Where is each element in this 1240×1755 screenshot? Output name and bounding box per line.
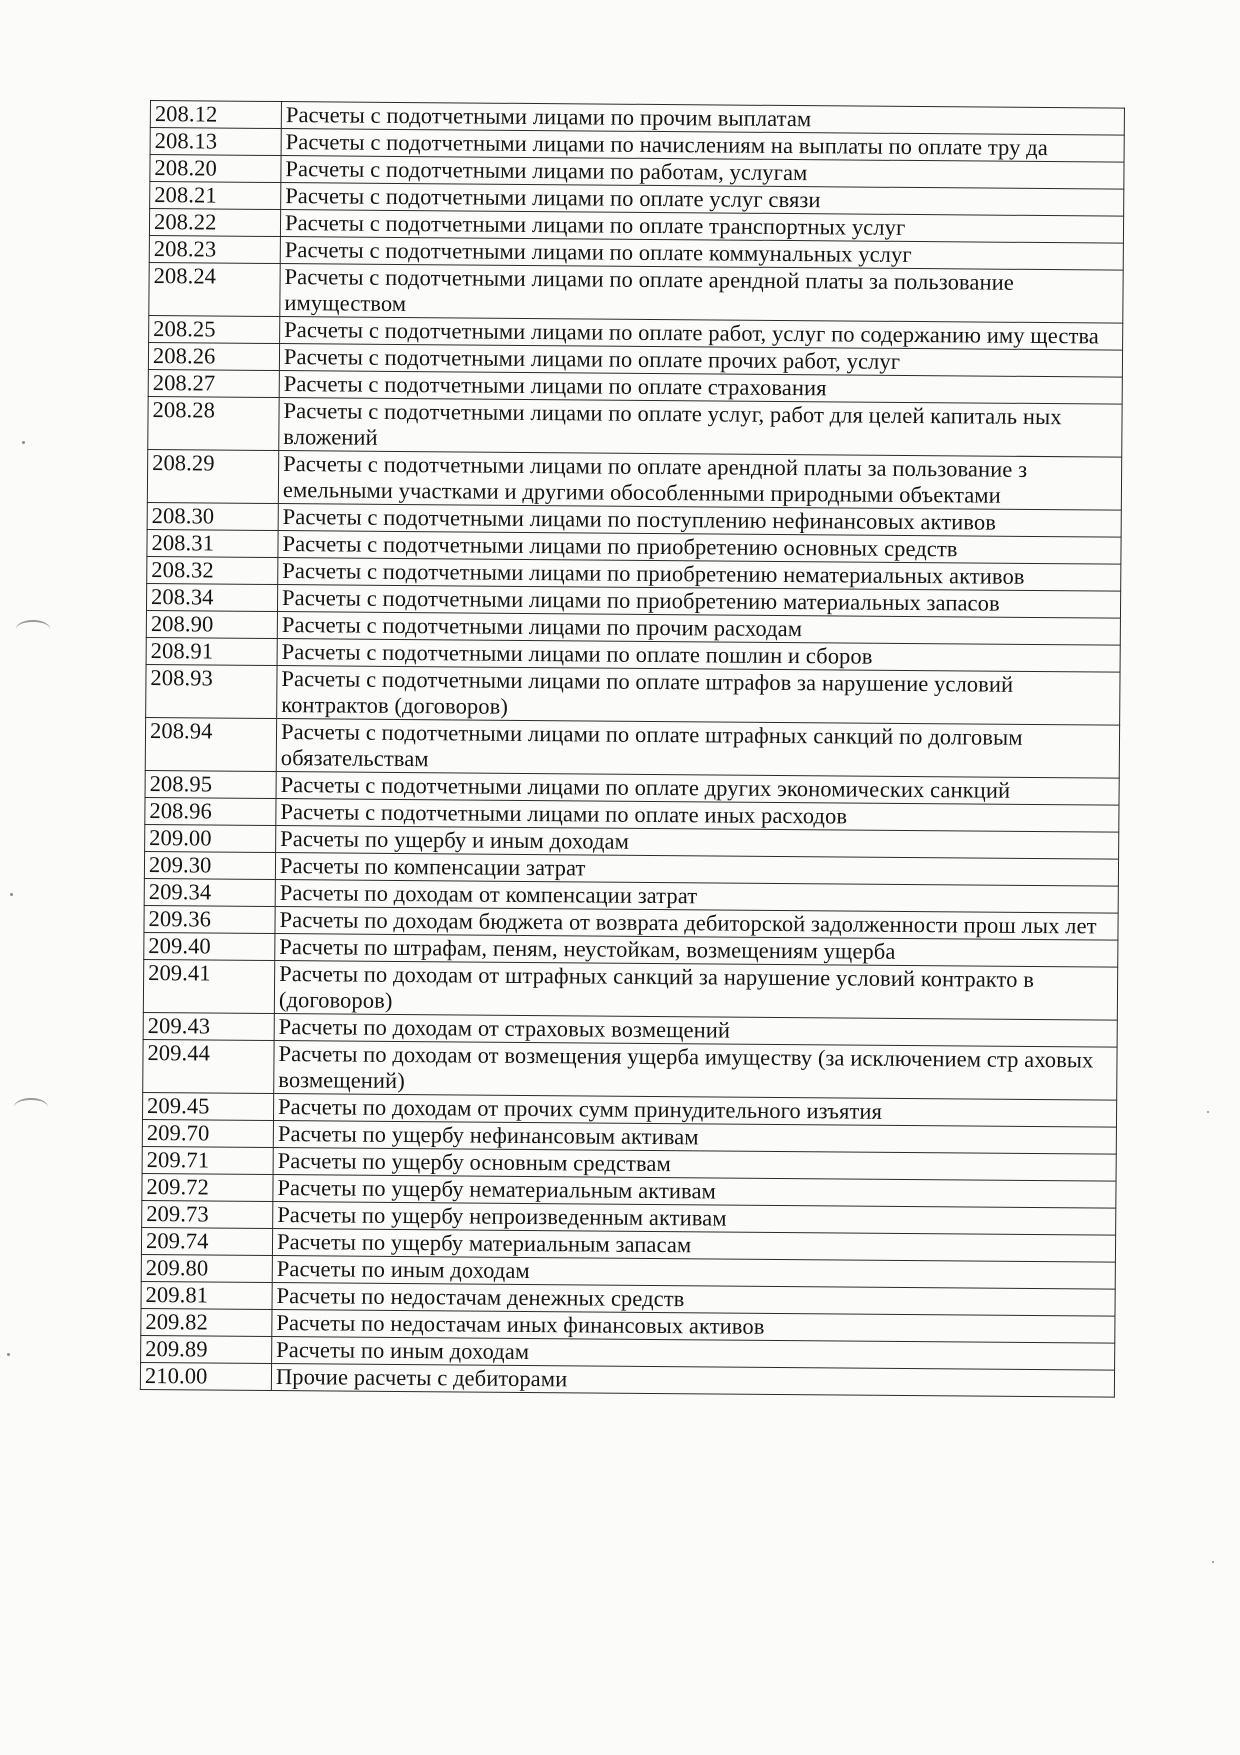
account-code: 209.73	[142, 1200, 273, 1228]
account-code: 208.21	[150, 182, 281, 210]
account-code: 209.45	[142, 1092, 273, 1120]
account-description: Расчеты с подотчетными лицами по приобретению основных средств	[278, 531, 1121, 565]
account-code: 208.22	[149, 209, 280, 237]
account-code: 209.82	[141, 1308, 272, 1336]
account-code: 208.94	[145, 717, 276, 771]
account-description: Расчеты по доходам от компенсации затрат	[275, 880, 1118, 914]
account-description: Расчеты по недостачам иных финансовых активов	[272, 1309, 1115, 1343]
account-description: Расчеты с подотчетными лицами по оплате услуг связи	[281, 183, 1124, 217]
account-description: Расчеты с подотчетными лицами по оплате коммунальных услуг	[280, 237, 1123, 271]
account-description: Расчеты с подотчетными лицами по оплате услуг, работ для целей капиталь ных вложений	[279, 398, 1122, 458]
account-description: Расчеты с подотчетными лицами по оплате иных расходов	[276, 799, 1119, 833]
account-description: Расчеты с подотчетными лицами по работам, услугам	[281, 156, 1124, 190]
account-description: Расчеты по ущербу и иным доходам	[276, 826, 1119, 860]
account-code: 208.34	[146, 583, 277, 611]
account-code: 209.36	[144, 905, 275, 933]
account-code: 208.96	[145, 797, 276, 825]
account-description: Расчеты по недостачам денежных средств	[272, 1282, 1115, 1316]
account-description: Расчеты с подотчетными лицами по оплате других экономических санкций	[276, 772, 1119, 806]
account-description: Расчеты по ущербу непроизведенным активам	[273, 1201, 1116, 1235]
account-code: 208.25	[149, 315, 280, 343]
account-code: 208.30	[147, 502, 278, 530]
table-row	[147, 449, 1121, 510]
accounts-table	[140, 100, 1125, 1398]
account-code: 208.28	[148, 396, 279, 450]
table-row	[148, 396, 1122, 457]
account-description: Расчеты по доходам от возмещения ущерба имуществу (за исключением стр аховых возмещений)	[274, 1041, 1117, 1101]
account-code: 208.26	[148, 342, 279, 370]
account-code: 208.90	[146, 610, 277, 638]
punch-hole-mark-lower	[14, 1098, 48, 1116]
account-code: 209.00	[145, 824, 276, 852]
account-code: 209.30	[144, 851, 275, 879]
account-description: Расчеты с подотчетными лицами по поступлению нефинансовых активов	[278, 504, 1121, 538]
account-description: Расчеты с подотчетными лицами по оплате штрафов за нарушение условий контрактов (договоров)	[277, 666, 1120, 726]
account-code: 209.34	[144, 878, 275, 906]
account-code: 209.72	[142, 1173, 273, 1201]
account-code: 208.91	[146, 637, 277, 665]
account-description: Расчеты по доходам от штрафных санкций за нарушение условий контракто в (договоров)	[274, 961, 1117, 1021]
account-description: Расчеты по ущербу материальным запасам	[272, 1228, 1115, 1262]
account-code: 209.41	[143, 959, 274, 1013]
scan-speck	[1207, 1111, 1209, 1113]
scan-speck	[7, 1353, 10, 1356]
account-code: 209.89	[141, 1335, 272, 1363]
scan-speck	[10, 893, 13, 896]
account-code: 209.71	[142, 1146, 273, 1174]
account-code: 208.95	[145, 770, 276, 798]
account-description: Расчеты с подотчетными лицами по прочим выплатам	[281, 102, 1124, 136]
table-row	[149, 262, 1123, 323]
account-description: Расчеты с подотчетными лицами по оплате пошлин и сборов	[277, 639, 1120, 673]
account-description: Расчеты по ущербу основным средствам	[273, 1148, 1116, 1182]
account-description: Расчеты по доходам от прочих сумм принудительного изъятия	[273, 1094, 1116, 1128]
account-code: 208.93	[146, 664, 277, 718]
account-description: Расчеты с подотчетными лицами по оплате арендной платы за пользование з емельными участками и другими обособленными природными объектами	[278, 451, 1121, 511]
punch-hole-mark-upper	[16, 620, 50, 638]
account-code: 209.40	[144, 932, 275, 960]
account-code: 208.24	[149, 262, 280, 316]
account-code: 209.43	[143, 1012, 274, 1040]
scan-speck	[22, 441, 25, 444]
account-description: Расчеты по доходам бюджета от возврата дебиторской задолженности прош лых лет	[275, 907, 1118, 941]
account-description: Расчеты по компенсации затрат	[275, 853, 1118, 887]
accounts-table-wrapper	[140, 100, 1125, 1398]
account-description: Прочие расчеты с дебиторами	[271, 1363, 1114, 1397]
account-code: 210.00	[140, 1362, 271, 1390]
account-code: 208.29	[147, 449, 278, 503]
account-code: 208.32	[147, 556, 278, 584]
accounts-table-body	[140, 101, 1124, 1398]
table-row	[145, 717, 1119, 778]
account-code: 208.12	[150, 101, 281, 129]
account-code: 208.23	[149, 235, 280, 263]
account-description: Расчеты по ущербу нематериальным активам	[273, 1174, 1116, 1208]
account-description: Расчеты по доходам от страховых возмещений	[274, 1014, 1117, 1048]
account-code: 208.13	[150, 128, 281, 156]
account-code: 208.20	[150, 155, 281, 183]
scan-speck	[1212, 1561, 1214, 1563]
account-description: Расчеты с подотчетными лицами по оплате работ, услуг по содержанию иму щества	[280, 317, 1123, 351]
account-description: Расчеты с подотчетными лицами по оплате штрафных санкций по долговым обязательствам	[276, 719, 1119, 779]
account-code: 208.27	[148, 369, 279, 397]
account-description: Расчеты по ущербу нефинансовым активам	[273, 1121, 1116, 1155]
account-code: 209.80	[141, 1254, 272, 1282]
account-code: 209.44	[143, 1039, 274, 1093]
table-row	[143, 959, 1117, 1020]
account-code: 208.31	[147, 529, 278, 557]
account-description: Расчеты с подотчетными лицами по приобретению материальных запасов	[277, 585, 1120, 619]
table-row	[143, 1039, 1117, 1100]
table-row	[146, 664, 1120, 725]
account-code: 209.81	[141, 1281, 272, 1309]
account-description: Расчеты с подотчетными лицами по приобретению нематериальных активов	[278, 558, 1121, 592]
account-description: Расчеты по штрафам, пеням, неустойкам, возмещениям ущерба	[275, 934, 1118, 968]
account-description: Расчеты с подотчетными лицами по оплате страхования	[279, 371, 1122, 405]
account-description: Расчеты с подотчетными лицами по оплате транспортных услуг	[280, 210, 1123, 244]
account-description: Расчеты с подотчетными лицами по оплате прочих работ, услуг	[279, 344, 1122, 378]
account-code: 209.74	[141, 1227, 272, 1255]
account-description: Расчеты с подотчетными лицами по прочим расходам	[277, 612, 1120, 646]
account-description: Расчеты по иным доходам	[272, 1336, 1115, 1370]
account-description: Расчеты с подотчетными лицами по начислениям на выплаты по оплате тру да	[281, 129, 1124, 163]
account-description: Расчеты по иным доходам	[272, 1255, 1115, 1289]
account-description: Расчеты с подотчетными лицами по оплате арендной платы за пользование имуществом	[280, 264, 1123, 324]
account-code: 209.70	[142, 1119, 273, 1147]
